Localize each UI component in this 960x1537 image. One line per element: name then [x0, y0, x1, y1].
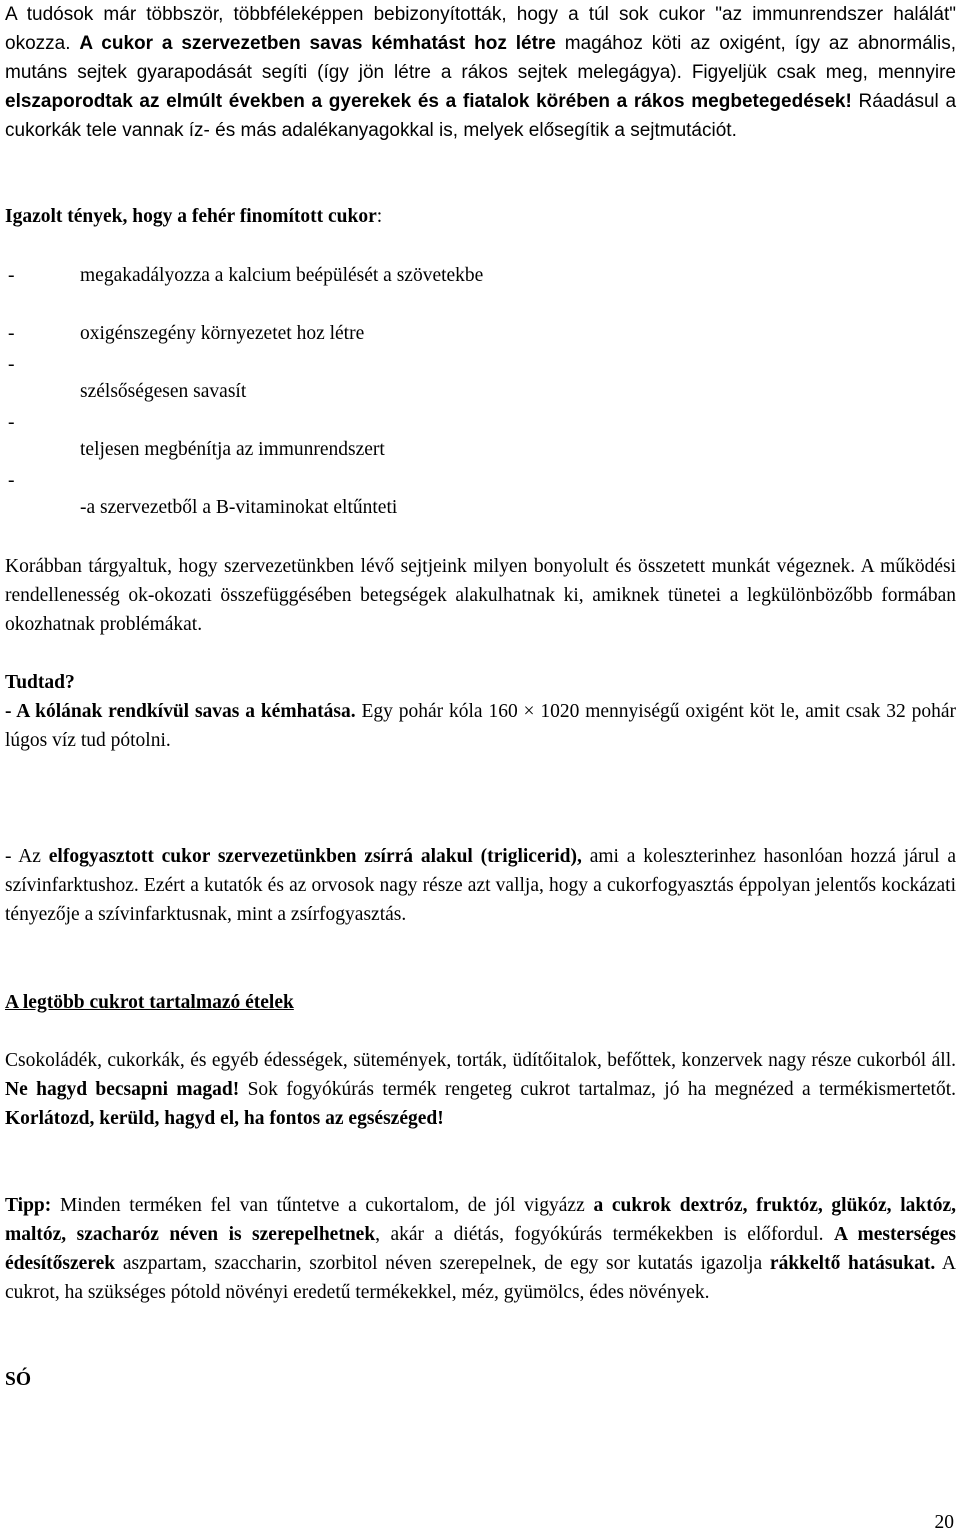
intro-sentence-1: A tudósok már többször, többféleképpen bebizonyították, hogy a túl sok cukor "az immunrendszer halálát" okozza.	[5, 4, 956, 54]
tip-text-4: A cukrot, ha szükséges pótold növényi eredetű termékekkel, méz, gyümölcs, édes növények.	[5, 1253, 956, 1303]
triglyceride-text-1: - Az	[5, 846, 41, 867]
tip-label: Tipp:	[5, 1195, 52, 1216]
foods-text-1: Csokoládék, cukorkák, és egyéb édességek, sütemények, torták, üdítőitalok, befőttek, konzervek nagy része cukorból áll.	[5, 1050, 956, 1071]
tip-paragraph	[5, 1191, 956, 1307]
foods-text-2: Sok fogyókúrás termék rengeteg cukrot tartalmaz, jó ha megnézed a termékismertetőt.	[247, 1079, 956, 1100]
tip-text-3: aszpartam, szaccharin, szorbitol néven szerepelnek, de egy sor kutatás igazolja	[122, 1253, 763, 1274]
list-dash: -	[8, 412, 15, 433]
intro-bold-2: elszaporodtak az elmúlt években a gyerekek és a fiatalok körében a rákos megbetegedések!	[5, 91, 852, 112]
tudtad-paragraph	[5, 697, 956, 755]
facts-heading-text: Igazolt tények, hogy a fehér finomított cukor	[5, 206, 377, 227]
intro-sentence-2: magához köti az oxigént, így az abnormális, mutáns sejtek gyarapodását segíti (így jön létre a rákos sejtek melegágya). Figyeljük csak meg, mennyire	[5, 33, 957, 83]
cells-paragraph: Korábban tárgyaltuk, hogy szervezetünkben lévő sejtjeink milyen bonyolult és összetett munkát végeznek. A működési rendellenesség ok-okozati összefüggésében betegségek alakulhatnak ki, amiknek tünetei a legkülönbözőbb formában okozhatnak problémákat.	[5, 556, 956, 635]
list-dash: -	[8, 265, 15, 286]
fact-item: szélsőségesen savasít	[80, 381, 247, 402]
fact-item: -a szervezetből a B-vitaminokat eltűnteti	[80, 497, 398, 518]
tudtad-heading-text: Tudtad?	[5, 672, 75, 693]
intro-sentence-3: Ráadásul a cukorkák tele vannak íz- és más adalékanyagokkal is, melyek elősegítik a sejtmutációt.	[5, 91, 957, 141]
facts-heading-colon: :	[376, 206, 383, 227]
salt-heading	[5, 1365, 956, 1394]
list-dash: -	[8, 354, 15, 375]
tip-bold-3: rákkeltő hatásukat.	[769, 1253, 936, 1274]
fact-item: teljesen megbénítja az immunrendszert	[80, 439, 385, 460]
page-number: 20	[934, 1512, 954, 1533]
tudtad-bold: - A kólának rendkívül savas a kémhatása.	[5, 701, 356, 722]
tip-text-2: , akár a diétás, fogyókúrás termékekben is előfordul.	[375, 1224, 824, 1245]
tudtad-heading	[5, 668, 956, 697]
tip-bold-2: A mesterséges édesítőszerek	[5, 1224, 957, 1274]
triglyceride-bold: elfogyasztott cukor szervezetünkben zsírrá alakul (triglicerid),	[48, 846, 582, 867]
triglyceride-paragraph	[5, 842, 956, 929]
fact-item: oxigénszegény környezetet hoz létre	[80, 323, 365, 344]
tudtad-text: Egy pohár kóla 160 × 1020 mennyiségű oxigént köt le, amit csak 32 pohár lúgos víz tud pótolni.	[5, 701, 956, 751]
foods-paragraph	[5, 1046, 956, 1133]
facts-heading	[5, 202, 956, 231]
foods-bold-1: Ne hagyd becsapni magad!	[5, 1079, 240, 1100]
tip-bold-1: a cukrok dextróz, fruktóz, glükóz, laktóz, maltóz, szacharóz néven is szerepelhetnek	[5, 1195, 957, 1245]
intro-bold-1: A cukor a szervezetben savas kémhatást hoz létre	[79, 33, 556, 54]
foods-heading	[5, 988, 956, 1017]
tip-text-1: Minden terméken fel van tűntetve a cukortalom, de jól vigyázz	[59, 1195, 585, 1216]
fact-item: megakadályozza a kalcium beépülését a szövetekbe	[80, 265, 484, 286]
foods-bold-2: Korlátozd, kerüld, hagyd el, ha fontos az egsészéged!	[5, 1108, 444, 1129]
triglyceride-text-2: ami a koleszterinhez hasonlóan hozzá járul a szívinfarktushoz. Ezért a kutatók és az orvosok nagy része azt vallja, hogy a cukorfogyasztás éppolyan jelentős kockázati tényezője a szívinfarktusnak, mint a zsírfogyasztás.	[5, 846, 957, 925]
list-dash: -	[8, 470, 15, 491]
salt-heading-text: SÓ	[5, 1369, 32, 1390]
foods-heading-text: A legtöbb cukrot tartalmazó ételek	[5, 992, 294, 1013]
intro-paragraph	[5, 0, 956, 145]
list-dash: -	[8, 323, 15, 344]
